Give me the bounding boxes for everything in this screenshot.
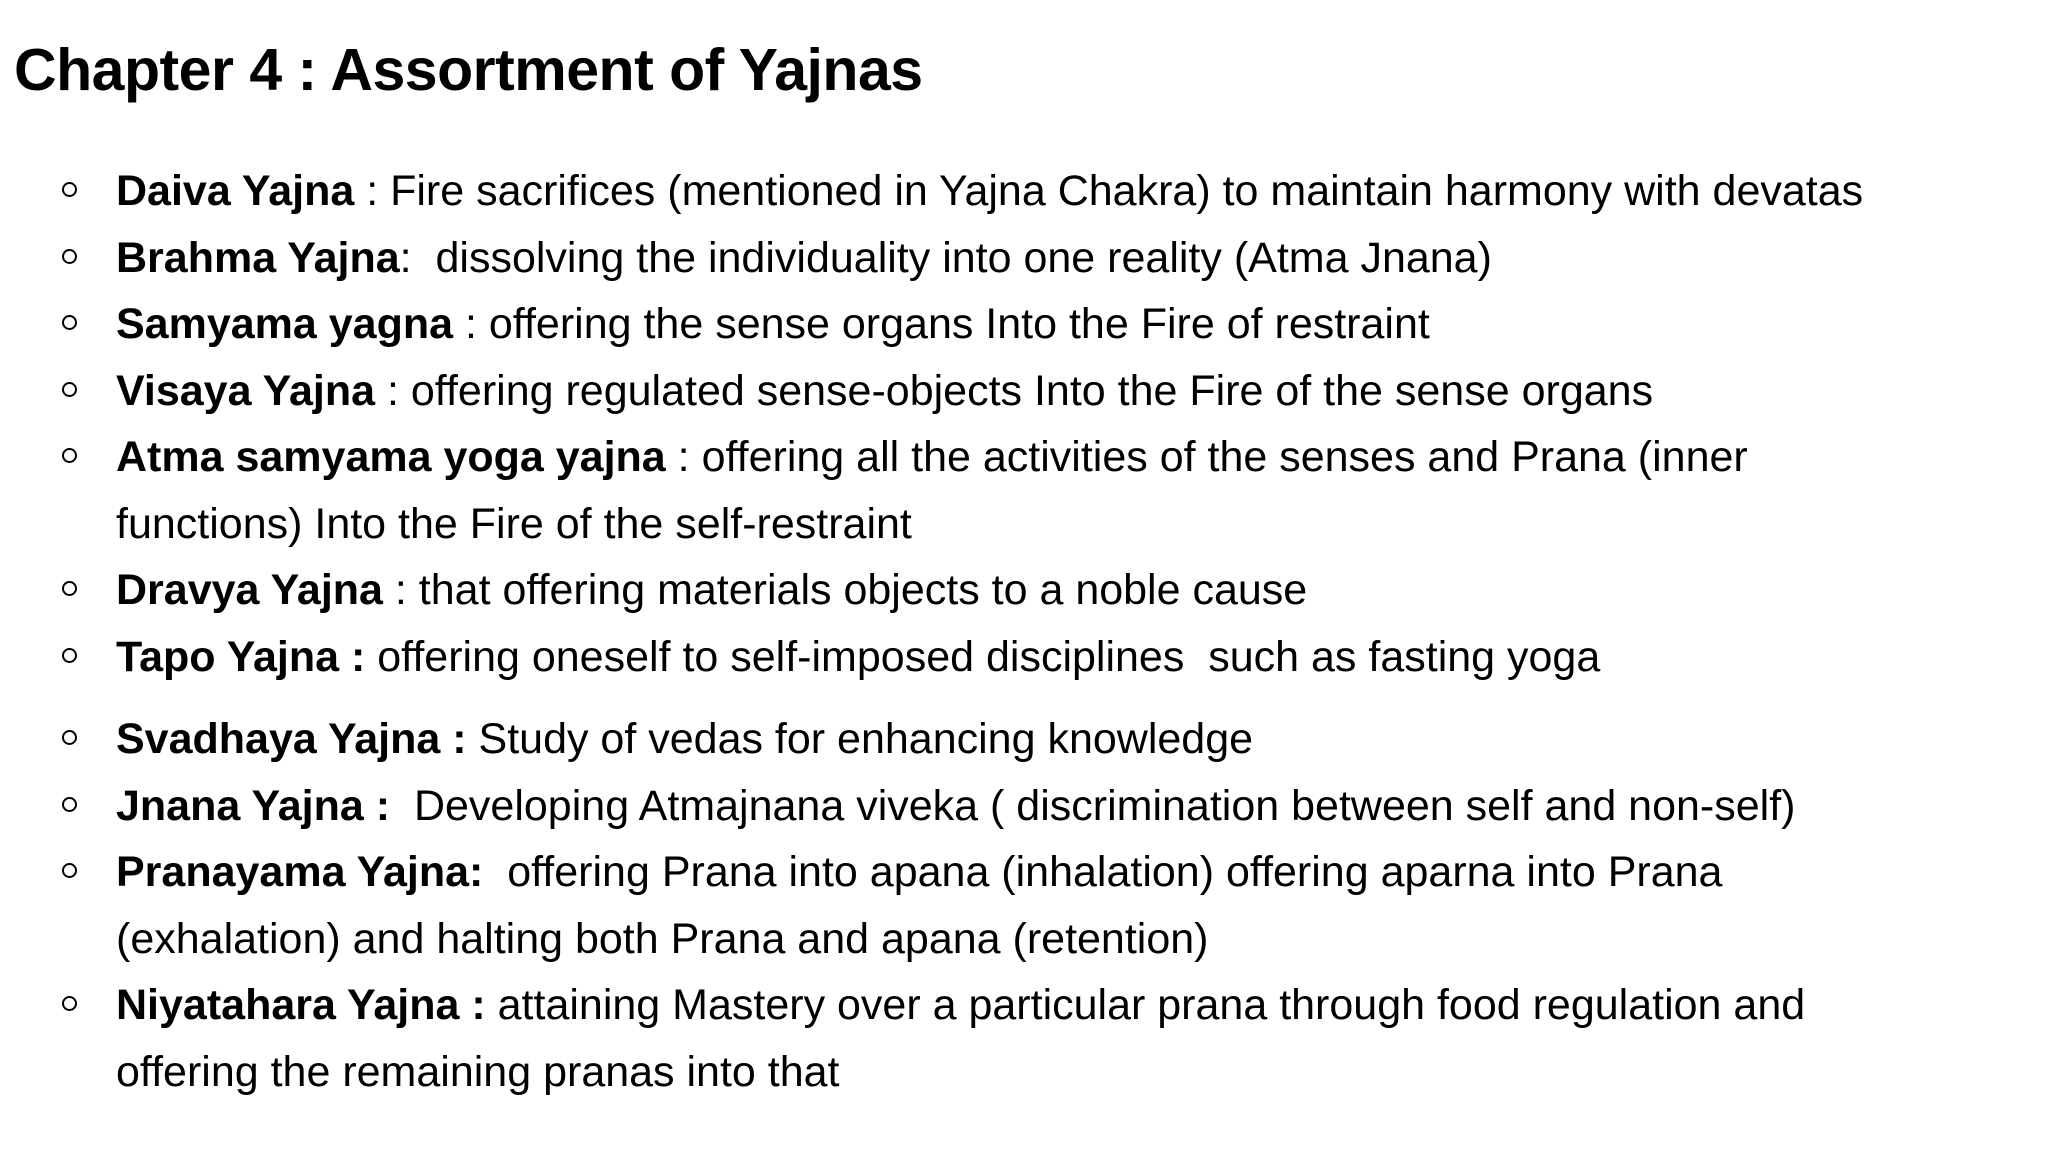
hollow-circle-bullet-icon (62, 249, 77, 264)
list-item (0, 557, 2040, 624)
list-item (0, 773, 2040, 840)
item-description-continuation: (exhalation) and halting both Prana and apana (retention) (116, 914, 1209, 963)
item-description-continuation: offering the remaining pranas into that (116, 1047, 840, 1096)
item-term: Daiva Yajna (116, 167, 355, 215)
item-description: : offering all the activities of the senses and Prana (inner (665, 433, 1748, 481)
item-description: : Fire sacrifices (mentioned in Yajna Chakra) to maintain harmony with devatas (354, 167, 1864, 215)
hollow-circle-bullet-icon (62, 730, 77, 745)
item-term: Brahma Yajna (116, 233, 400, 282)
item-description: : offering the sense organs Into the Fire of restraint (453, 300, 1430, 348)
item-description: offering oneself to self-imposed disciplines such as fasting yoga (365, 632, 1601, 681)
list-item (0, 839, 2040, 972)
list-item (0, 225, 2040, 292)
item-description: : dissolving the individuality into one reality (Atma Jnana) (399, 233, 1492, 282)
item-term: Jnana Yajna : (116, 781, 391, 830)
item-term: Svadhaya Yajna : (116, 715, 467, 763)
hollow-circle-bullet-icon (62, 863, 77, 878)
item-description: attaining Mastery over a particular prana through food regulation and (485, 981, 1806, 1029)
hollow-circle-bullet-icon (62, 996, 77, 1011)
list-item (0, 291, 2040, 358)
hollow-circle-bullet-icon (62, 315, 77, 330)
item-description: Developing Atmajnana viveka ( discrimination between self and non-self) (390, 781, 1796, 830)
item-term: Samyama yagna (116, 300, 454, 348)
item-term: Dravya Yajna (116, 566, 383, 614)
item-term: Niyatahara Yajna : (116, 981, 486, 1029)
hollow-circle-bullet-icon (62, 382, 77, 397)
list-item (0, 624, 2040, 691)
item-description: Study of vedas for enhancing knowledge (466, 715, 1254, 763)
hollow-circle-bullet-icon (62, 648, 77, 663)
list-item (0, 158, 2040, 225)
list-item (0, 706, 2040, 773)
hollow-circle-bullet-icon (62, 797, 77, 812)
item-description: : offering regulated sense-objects Into the Fire of the sense organs (375, 366, 1654, 415)
item-description-continuation: functions) Into the Fire of the self-restraint (116, 499, 912, 548)
item-term: Visaya Yajna (116, 366, 376, 415)
hollow-circle-bullet-icon (62, 182, 77, 197)
yajna-list (0, 158, 2040, 1105)
list-item (0, 358, 2040, 425)
slide-title: Chapter 4 : Assortment of Yajnas (14, 37, 923, 103)
list-item (0, 972, 2040, 1105)
item-term: Atma samyama yoga yajna (116, 433, 666, 481)
list-item (0, 424, 2040, 557)
item-term: Tapo Yajna : (116, 632, 366, 681)
item-description: offering Prana into apana (inhalation) offering aparna into Prana (483, 848, 1723, 896)
hollow-circle-bullet-icon (62, 448, 77, 463)
hollow-circle-bullet-icon (62, 581, 77, 596)
item-term: Pranayama Yajna: (116, 848, 484, 896)
item-description: : that offering materials objects to a noble cause (382, 566, 1308, 614)
